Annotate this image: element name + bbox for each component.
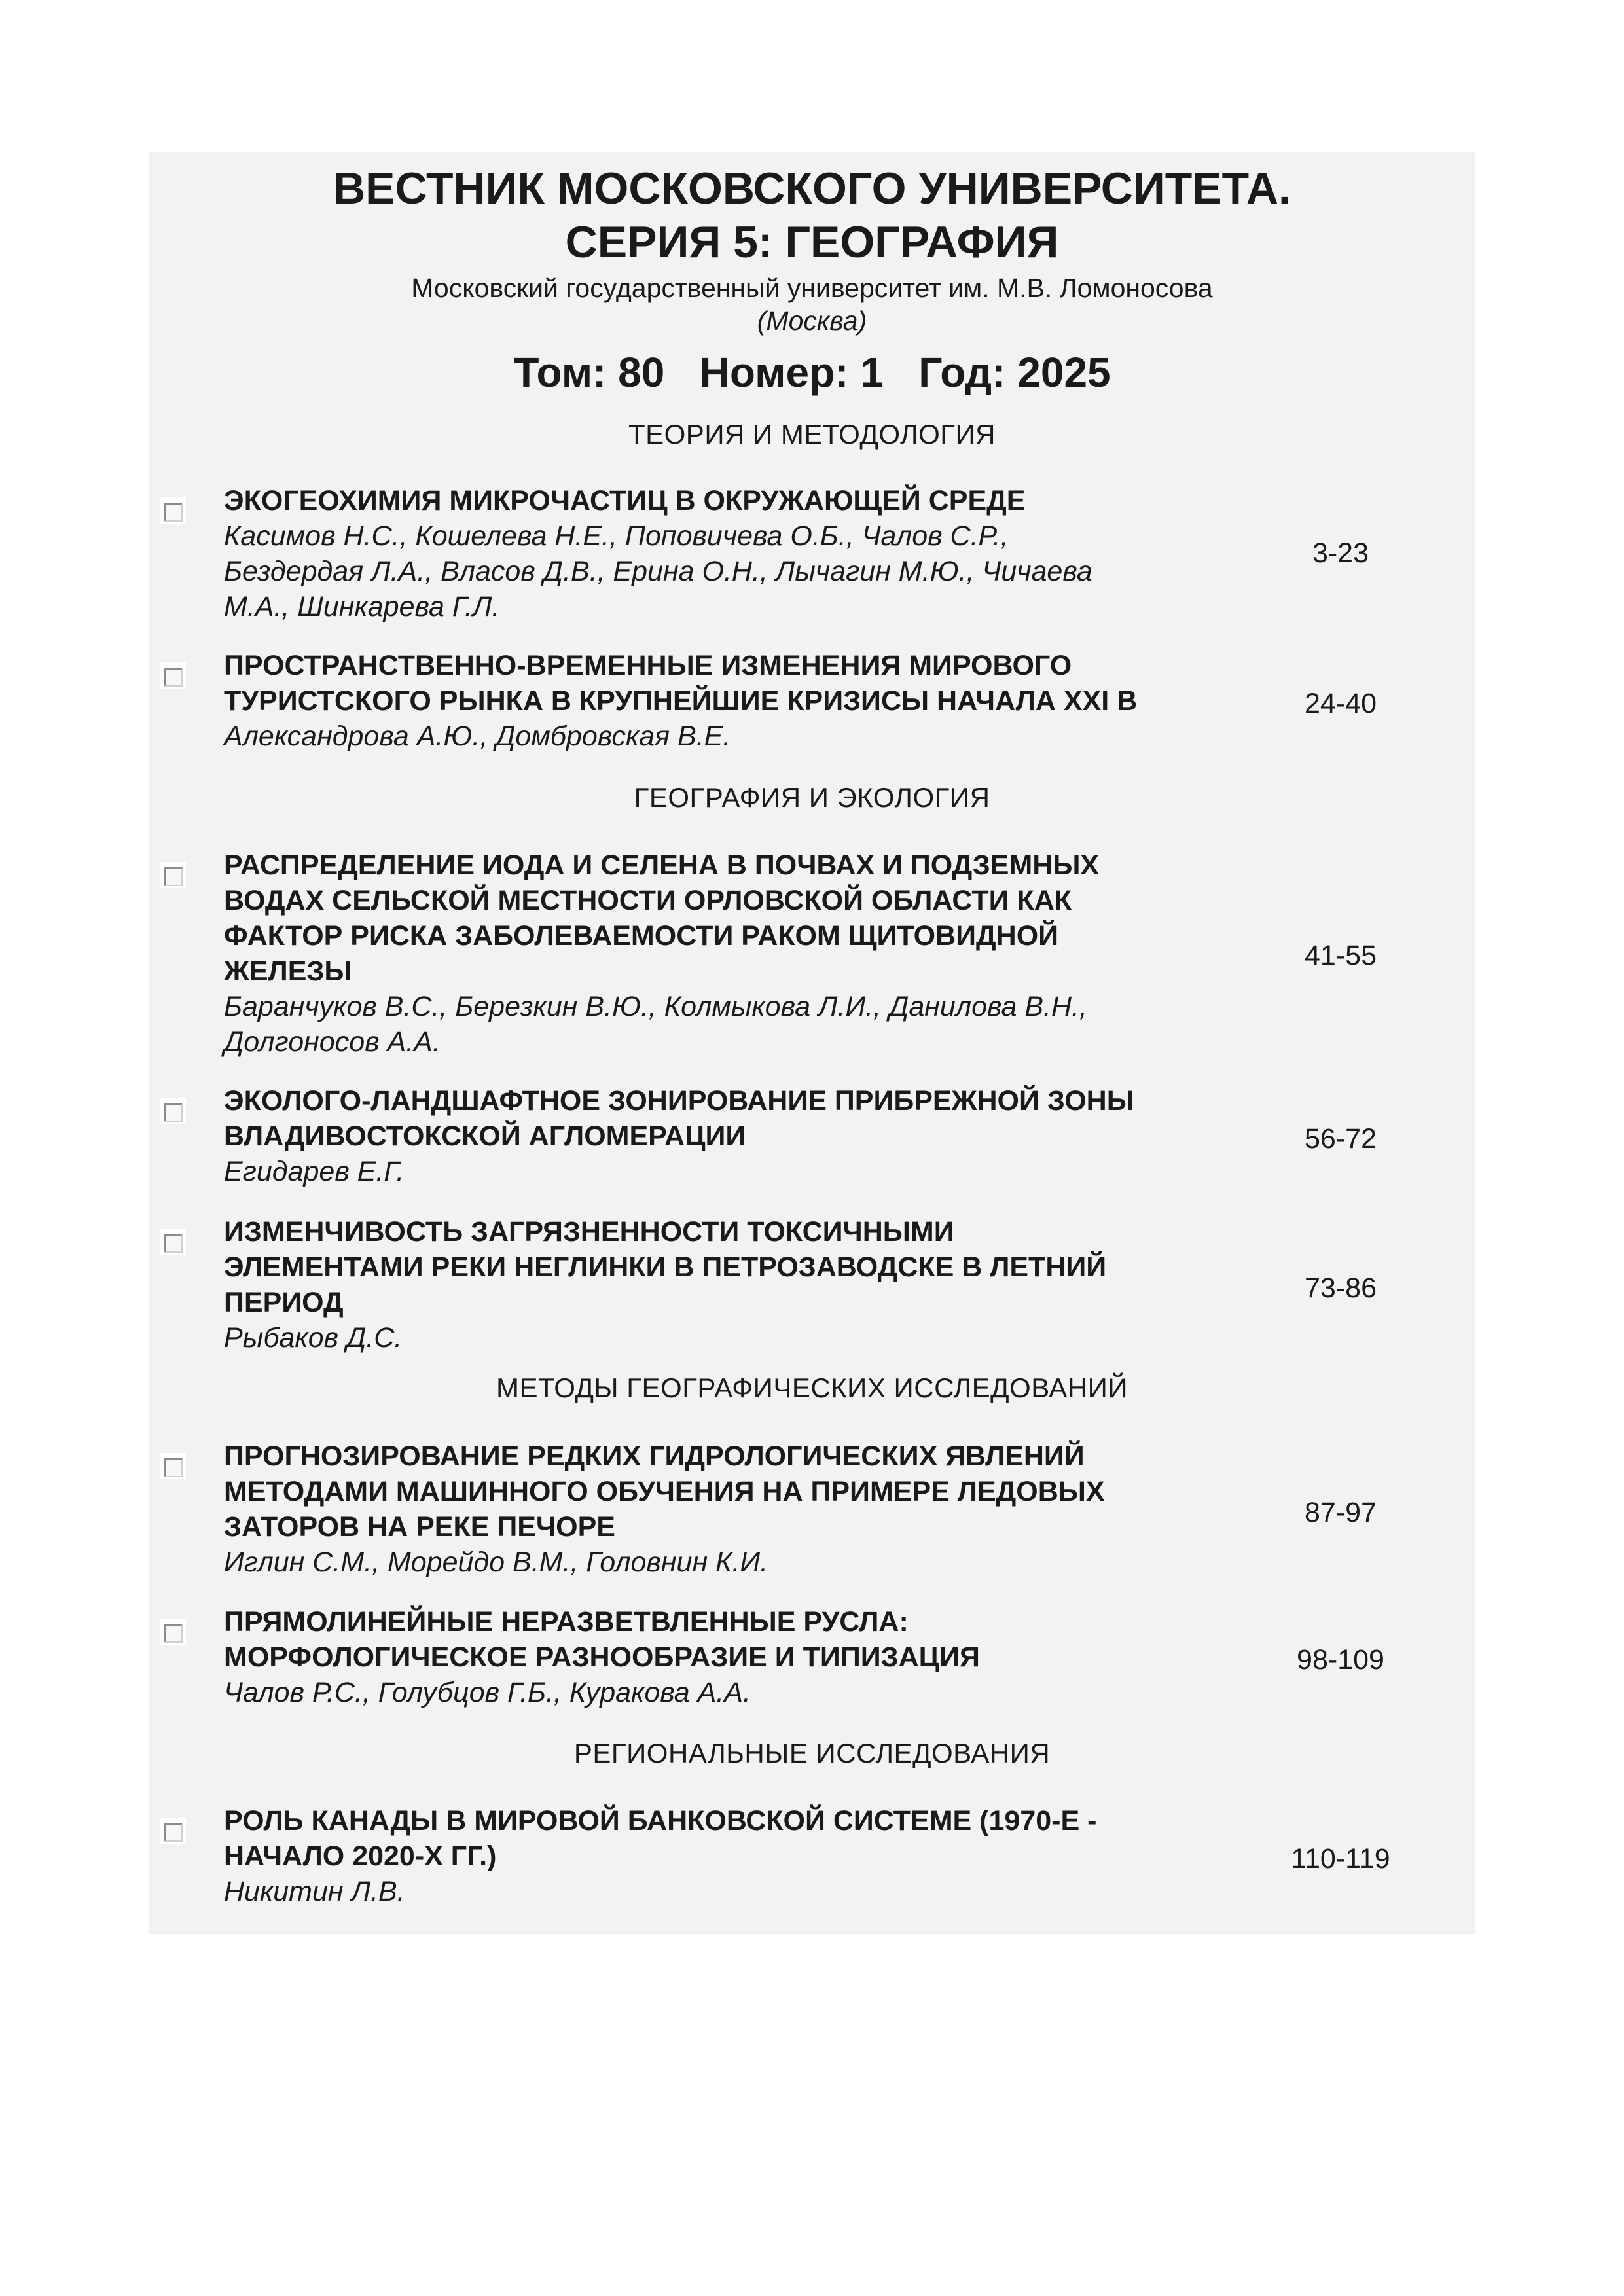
article-checkbox[interactable]: [160, 1453, 186, 1479]
article-checkbox[interactable]: [160, 1619, 186, 1645]
section-heading: РЕГИОНАЛЬНЫЕ ИССЛЕДОВАНИЯ: [573, 1738, 1051, 1768]
article-title[interactable]: РАСПРЕДЕЛЕНИЕ ИОДА И СЕЛЕНА В ПОЧВАХ И ПОДЗЕМНЫХ ВОДАХ СЕЛЬСКОЙ МЕСТНОСТИ ОРЛОВСКОЙ ОБЛАСТИ КАК ФАКТОР РИСКА ЗАБОЛЕВАЕМОСТИ РАКОМ ЩИТОВИДНОЙ ЖЕЛЕЗЫ: [224, 850, 1100, 987]
article-text: [224, 1083, 1225, 1189]
year-value: 2025: [1017, 349, 1111, 396]
article-title[interactable]: ЭКОЛОГО-ЛАНДШАФТНОЕ ЗОНИРОВАНИЕ ПРИБРЕЖНОЙ ЗОНЫ ВЛАДИВОСТОКСКОЙ АГЛОМЕРАЦИИ: [224, 1085, 1134, 1152]
journal-toc-panel: [149, 152, 1475, 1934]
article-title[interactable]: ЭКОГЕОХИМИЯ МИКРОЧАСТИЦ В ОКРУЖАЮЩЕЙ СРЕДЕ: [224, 485, 1026, 516]
journal-header: [149, 152, 1475, 399]
article-authors: Александрова А.Ю., Домбровская В.Е.: [224, 721, 731, 752]
article-text: [224, 1214, 1225, 1355]
article-authors: Касимов Н.С., Кошелева Н.Е., Поповичева О.Б., Чалов С.Р., Бездердая Л.А., Власов Д.В., Ерина О.Н., Лычагин М.Ю., Чичаева М.А., Шинкарева Г.Л.: [224, 520, 1092, 622]
article-pages: 87-97: [1305, 1497, 1377, 1528]
article-text: [224, 648, 1225, 754]
number-value: 1: [860, 349, 884, 396]
article-text: [224, 848, 1225, 1060]
article-title[interactable]: РОЛЬ КАНАДЫ В МИРОВОЙ БАНКОВСКОЙ СИСТЕМЕ (1970-Е - НАЧАЛО 2020-Х ГГ.): [224, 1805, 1097, 1872]
article-authors: Баранчуков В.С., Березкин В.Ю., Колмыкова Л.И., Данилова В.Н., Долгоносов А.А.: [224, 991, 1087, 1058]
number-label: Номер:: [699, 349, 849, 396]
article-pages: 41-55: [1305, 940, 1377, 971]
article-title[interactable]: ПРЯМОЛИНЕЙНЫЕ НЕРАЗВЕТВЛЕННЫЕ РУСЛА: МОРФОЛОГИЧЕСКОЕ РАЗНООБРАЗИЕ И ТИПИЗАЦИЯ: [224, 1606, 980, 1673]
article-text: [224, 1439, 1225, 1580]
article-pages: 98-109: [1297, 1644, 1384, 1676]
article-pages: 56-72: [1305, 1123, 1377, 1155]
article-text: [224, 483, 1225, 624]
article-title[interactable]: ПРОГНОЗИРОВАНИЕ РЕДКИХ ГИДРОЛОГИЧЕСКИХ ЯВЛЕНИЙ МЕТОДАМИ МАШИННОГО ОБУЧЕНИЯ НА ПРИМЕРЕ ЛЕДОВЫХ ЗАТОРОВ НА РЕКЕ ПЕЧОРЕ: [224, 1441, 1105, 1543]
article-title[interactable]: ПРОСТРАНСТВЕННО-ВРЕМЕННЫЕ ИЗМЕНЕНИЯ МИРОВОГО ТУРИСТСКОГО РЫНКА В КРУПНЕЙШИЕ КРИЗИСЫ НАЧАЛА XXI В: [224, 650, 1138, 717]
article-checkbox[interactable]: [160, 662, 186, 689]
article-authors: Иглин С.М., Морейдо В.М., Головнин К.И.: [224, 1547, 768, 1578]
journal-title-line-2: СЕРИЯ 5: ГЕОГРАФИЯ: [565, 217, 1059, 267]
section-heading: МЕТОДЫ ГЕОГРАФИЧЕСКИХ ИССЛЕДОВАНИЙ: [496, 1372, 1128, 1403]
article-checkbox[interactable]: [160, 1229, 186, 1255]
year-label: Год:: [918, 349, 1006, 396]
article-pages: 3-23: [1312, 537, 1369, 569]
section-heading: ГЕОГРАФИЯ И ЭКОЛОГИЯ: [634, 782, 990, 813]
volume-label: Том:: [513, 349, 607, 396]
volume-value: 80: [618, 349, 665, 396]
article-authors: Егидарев Е.Г.: [224, 1156, 405, 1187]
article-pages: 110-119: [1291, 1843, 1390, 1874]
article-text: [224, 1604, 1225, 1710]
article-pages: 73-86: [1305, 1272, 1377, 1304]
article-title[interactable]: ИЗМЕНЧИВОСТЬ ЗАГРЯЗНЕННОСТИ ТОКСИЧНЫМИ ЭЛЕМЕНТАМИ РЕКИ НЕГЛИНКИ В ПЕТРОЗАВОДСКЕ В ЛЕТНИЙ ПЕРИОД: [224, 1216, 1107, 1318]
article-authors: Чалов Р.С., Голубцов Г.Б., Куракова А.А.: [224, 1677, 751, 1708]
article-checkbox[interactable]: [160, 1818, 186, 1844]
article-authors: Рыбаков Д.С.: [224, 1322, 403, 1354]
article-checkbox[interactable]: [160, 1098, 186, 1124]
publisher-name: Московский государственный университет им. М.В. Ломоносова: [411, 273, 1213, 303]
article-text: [224, 1803, 1225, 1909]
article-checkbox[interactable]: [160, 497, 186, 524]
article-authors: Никитин Л.В.: [224, 1876, 405, 1907]
publisher-city: (Москва): [757, 306, 867, 336]
issue-info: [149, 346, 1475, 399]
article-pages: 24-40: [1305, 688, 1377, 719]
section-heading: ТЕОРИЯ И МЕТОДОЛОГИЯ: [628, 419, 996, 450]
journal-title-line-1: ВЕСТНИК МОСКОВСКОГО УНИВЕРСИТЕТА.: [333, 164, 1291, 213]
article-checkbox[interactable]: [160, 862, 186, 888]
